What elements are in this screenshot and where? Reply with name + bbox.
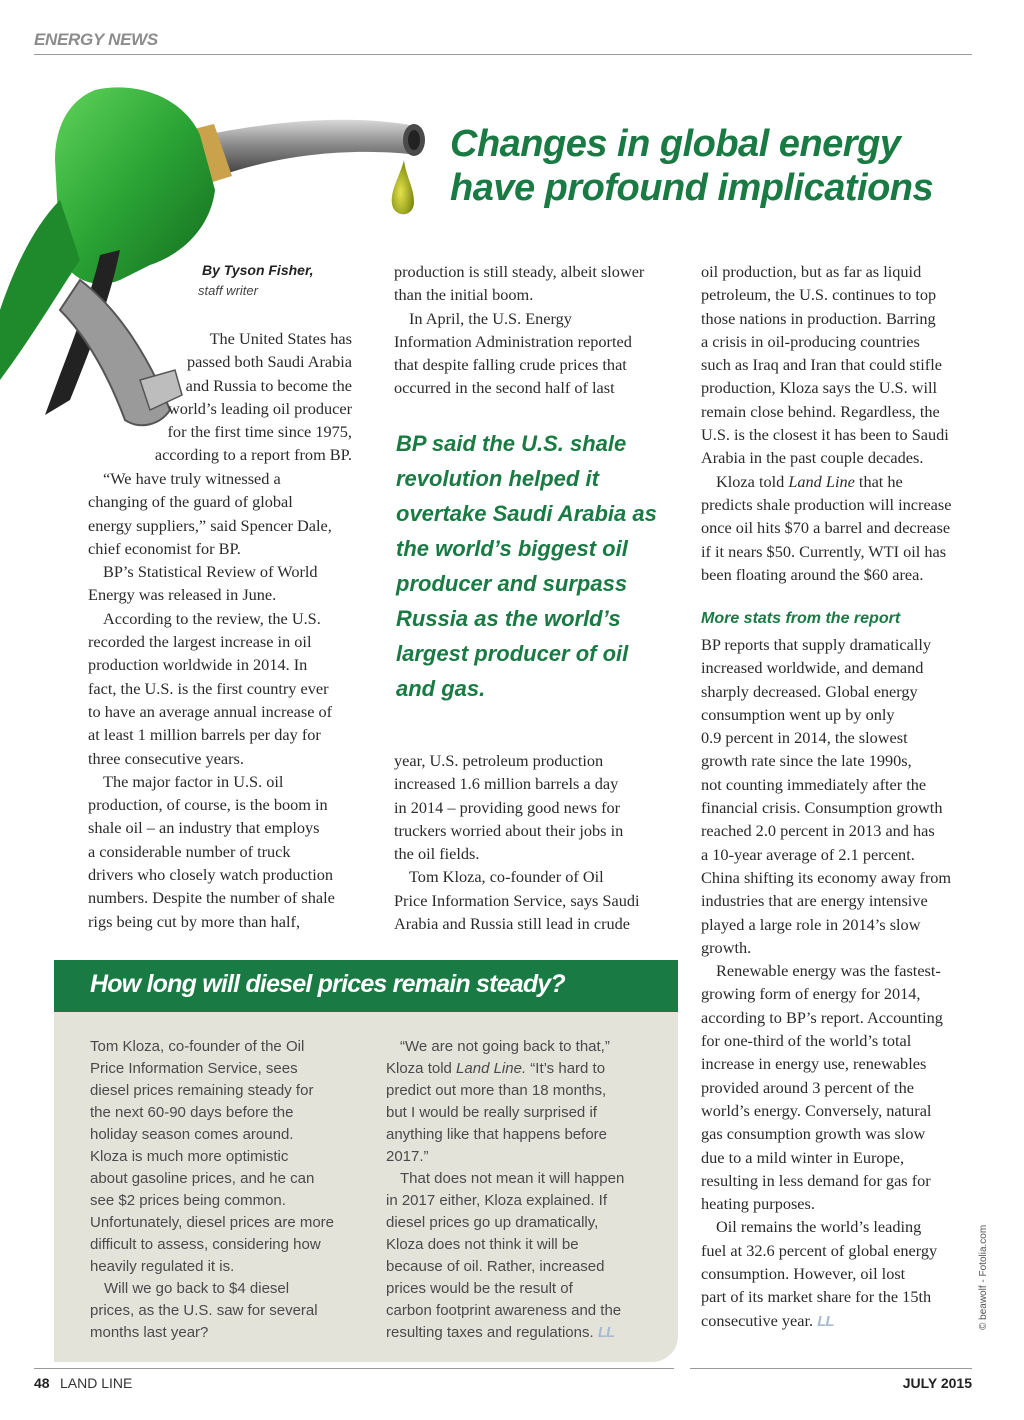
sidebar-line: prices, as the U.S. saw for several [90,1302,318,1319]
text-run: consecutive year. [701,1310,814,1330]
sidebar-line: Price Information Service, sees [90,1060,298,1077]
column-2-bottom [394,749,679,935]
sidebar-line: anything like that happens before [386,1126,607,1143]
pull-quote-line: BP said the U.S. shale [396,431,627,456]
sidebar-line: 2017.” [386,1148,429,1165]
body-line: China shifting its economy away from [701,867,952,887]
sidebar-line: “We are not going back to that,” [400,1038,610,1055]
page-number: 48 [34,1375,50,1391]
body-line: BP’s Statistical Review of World [103,562,318,582]
pull-quote-line: and gas. [396,676,486,701]
body-line: such as Iraq and Iran that could stifle [701,355,942,375]
body-line: been floating around the $60 area. [701,564,924,584]
body-line: according to BP’s report. Accounting [701,1007,943,1027]
body-line: Tom Kloza, co-founder of Oil [409,867,604,887]
body-line: heating purposes. [701,1194,815,1214]
body-line: Information Administration reported [394,331,632,351]
body-line: at least 1 million barrels per day for [88,725,321,745]
byline-author: By Tyson Fisher, [202,262,314,278]
body-line: a considerable number of truck [88,841,291,861]
body-line: world’s leading oil producer [167,398,352,418]
sidebar-line: diesel prices remaining steady for [90,1082,314,1099]
body-line: rigs being cut by more than half, [88,911,301,931]
end-mark-logo: LL [597,1324,615,1341]
column-3-top [701,260,981,586]
body-line: Renewable energy was the fastest- [716,961,941,981]
byline-role: staff writer [198,283,258,298]
body-line: Energy was released in June. [88,585,277,605]
sidebar-line: diesel prices go up dramatically, [386,1214,599,1231]
body-line: three consecutive years. [88,748,244,768]
body-line: a crisis in oil-producing countries [701,331,920,351]
body-line [701,470,981,493]
text-run: resulting taxes and regulations. [386,1324,594,1341]
body-line: energy suppliers,” said Spencer Dale, [88,515,332,535]
body-line: petroleum, the U.S. continues to top [701,285,937,305]
text-run: Kloza told [716,471,789,491]
body-line: increased worldwide, and demand [701,658,924,678]
body-line: world’s energy. Conversely, natural [701,1100,932,1120]
sidebar-line: Kloza is much more optimistic [90,1148,289,1165]
sidebar-box [54,960,678,1362]
sidebar-line: because of oil. Rather, increased [386,1258,605,1275]
body-line: production, of course, is the boom in [88,795,328,815]
body-line: consumption went up by only [701,704,895,724]
sidebar-line: difficult to assess, considering how [90,1236,321,1253]
sidebar-line: Tom Kloza, co-founder of the Oil [90,1038,305,1055]
sidebar-line: carbon footprint awareness and the [386,1302,622,1319]
body-line: The United States has [209,329,352,348]
body-line: sharply decreased. Global energy [701,681,918,701]
body-line: fact, the U.S. is the first country ever [88,678,329,698]
body-line: increase in energy use, renewables [701,1054,927,1074]
body-line [701,1309,981,1333]
body-line: production is still steady, albeit slower [394,262,645,281]
sidebar-line [386,1322,666,1344]
column-3-bottom [701,633,981,1333]
publication-name: Land Line [788,471,855,491]
body-line: those nations in production. Barring [701,308,936,328]
body-line: “We have truly witnessed a [103,469,281,488]
body-line: changing of the guard of global [88,492,293,512]
body-line: increased 1.6 million barrels a day [394,774,619,794]
end-mark-logo: LL [817,1312,834,1330]
body-line: financial crisis. Consumption growth [701,798,943,818]
body-line: due to a mild winter in Europe, [701,1147,905,1167]
body-line: not counting immediately after the [701,774,927,794]
pull-quote-line: largest producer of oil [396,641,629,666]
body-line: according to a report from BP. [154,445,352,465]
body-line: for the first time since 1975, [167,422,352,442]
body-line: production, Kloza says the U.S. will [701,378,938,398]
body-line: reached 2.0 percent in 2013 and has [701,821,935,841]
body-line: in 2014 – providing good news for [394,797,621,817]
text-run: “It’s hard to [526,1060,606,1077]
issue-date: JULY 2015 [902,1375,972,1391]
pull-quote-line: overtake Saudi Arabia as [396,501,657,526]
body-line: Arabia and Russia still lead in crude [394,914,631,934]
body-line: chief economist for BP. [88,538,241,558]
body-line: predicts shale production will increase [701,494,952,514]
body-line: provided around 3 percent of the [701,1077,914,1097]
sidebar-line: in 2017 either, Kloza explained. If [386,1192,607,1209]
body-line: growth. [701,937,752,957]
body-line: BP reports that supply dramatically [701,635,932,654]
text-run: Kloza told [386,1060,457,1077]
body-line: and Russia to become the [185,375,352,395]
sidebar-line: holiday season comes around. [90,1126,294,1143]
column-1-wrap [90,327,352,467]
headline-line-2: have profound implications [450,167,934,209]
publication-name-footer: LAND LINE [60,1375,133,1391]
body-line: resulting in less demand for gas for [701,1170,931,1190]
body-line: part of its market share for the 15th [701,1287,932,1307]
section-subhead: More stats from the report [701,610,901,627]
body-line: Oil remains the world’s leading [716,1217,922,1237]
body-line: recorded the largest increase in oil [88,632,312,652]
body-line: the oil fields. [394,844,480,864]
section-label: ENERGY NEWS [34,30,158,49]
sidebar-line: the next 60-90 days before the [90,1104,294,1121]
sidebar-line: about gasoline prices, and he can [90,1170,315,1187]
body-line: occurred in the second half of last [394,378,615,398]
body-line: passed both Saudi Arabia [186,352,352,372]
body-line: year, U.S. petroleum production [394,751,604,770]
pull-quote-line: Russia as the world’s [396,606,621,631]
body-line: Arabia in the past couple decades. [701,448,924,468]
body-line: 0.9 percent in 2014, the slowest [701,728,908,748]
body-line: growing form of energy for 2014, [701,984,921,1004]
body-line: truckers worried about their jobs in [394,820,624,840]
pull-quote-line: revolution helped it [396,466,599,491]
sidebar-line: Will we go back to $4 diesel [104,1280,290,1297]
body-line: played a large role in 2014’s slow [701,914,921,934]
footer-divider-left [34,1368,674,1369]
sidebar-line: Unfortunately, diesel prices are more [90,1214,334,1231]
pull-quote [396,426,686,706]
sidebar-line: prices would be the result of [386,1280,573,1297]
photo-credit: © beawolf - Fotolia.com [978,1224,989,1330]
pull-quote-line: the world’s biggest oil [396,536,628,561]
sidebar-header [54,960,678,1012]
body-line: According to the review, the U.S. [103,608,321,628]
body-line: a 10-year average of 2.1 percent. [701,844,915,864]
body-line: if it nears $50. Currently, WTI oil has [701,541,947,561]
body-line: Price Information Service, says Saudi [394,890,640,910]
body-line: production worldwide in 2014. In [88,655,308,675]
sidebar-line: months last year? [90,1324,209,1341]
body-line: U.S. is the closest it has been to Saudi [701,425,949,445]
body-line: In April, the U.S. Energy [409,308,572,328]
body-line: drivers who closely watch production [88,865,334,885]
column-1 [88,467,363,933]
sidebar-line: see $2 prices being common. [90,1192,286,1209]
body-line: industries that are energy intensive [701,891,928,911]
header-divider [34,54,972,55]
body-line: fuel at 32.6 percent of global energy [701,1240,938,1260]
body-line: The major factor in U.S. oil [103,771,284,791]
sidebar-column-right [386,1036,666,1344]
headline [450,122,990,210]
footer-divider-right [690,1368,972,1369]
body-line: that despite falling crude prices that [394,355,627,375]
sidebar-title: How long will diesel prices remain steady? [90,970,565,998]
body-line: remain close behind. Regardless, the [701,401,940,421]
body-line: oil production, but as far as liquid [701,262,922,281]
sidebar-line: predict out more than 18 months, [386,1082,607,1099]
sidebar-column-left [90,1036,360,1344]
body-line: once oil hits $70 a barrel and decrease [701,518,951,538]
sidebar-line: Kloza does not think it will be [386,1236,579,1253]
publication-name: Land Line. [456,1060,527,1077]
headline-line-1: Changes in global energy [450,123,901,165]
sidebar-line: That does not mean it will happen [400,1170,625,1187]
column-2-top [394,260,679,400]
text-run: that he [854,471,903,491]
body-line: to have an average annual increase of [88,701,333,721]
sidebar-line: heavily regulated it is. [90,1258,235,1275]
pull-quote-line: producer and surpass [396,571,628,596]
sidebar-line [386,1058,666,1080]
body-line: numbers. Despite the number of shale [88,888,335,908]
body-line: than the initial boom. [394,285,534,305]
body-line: gas consumption growth was slow [701,1124,926,1144]
body-line: for one-third of the world’s total [701,1031,912,1051]
body-line: consumption. However, oil lost [701,1264,906,1284]
body-line: growth rate since the late 1990s, [701,751,912,771]
body-line: shale oil – an industry that employs [88,818,320,838]
sidebar-line: but I would be really surprised if [386,1104,597,1121]
